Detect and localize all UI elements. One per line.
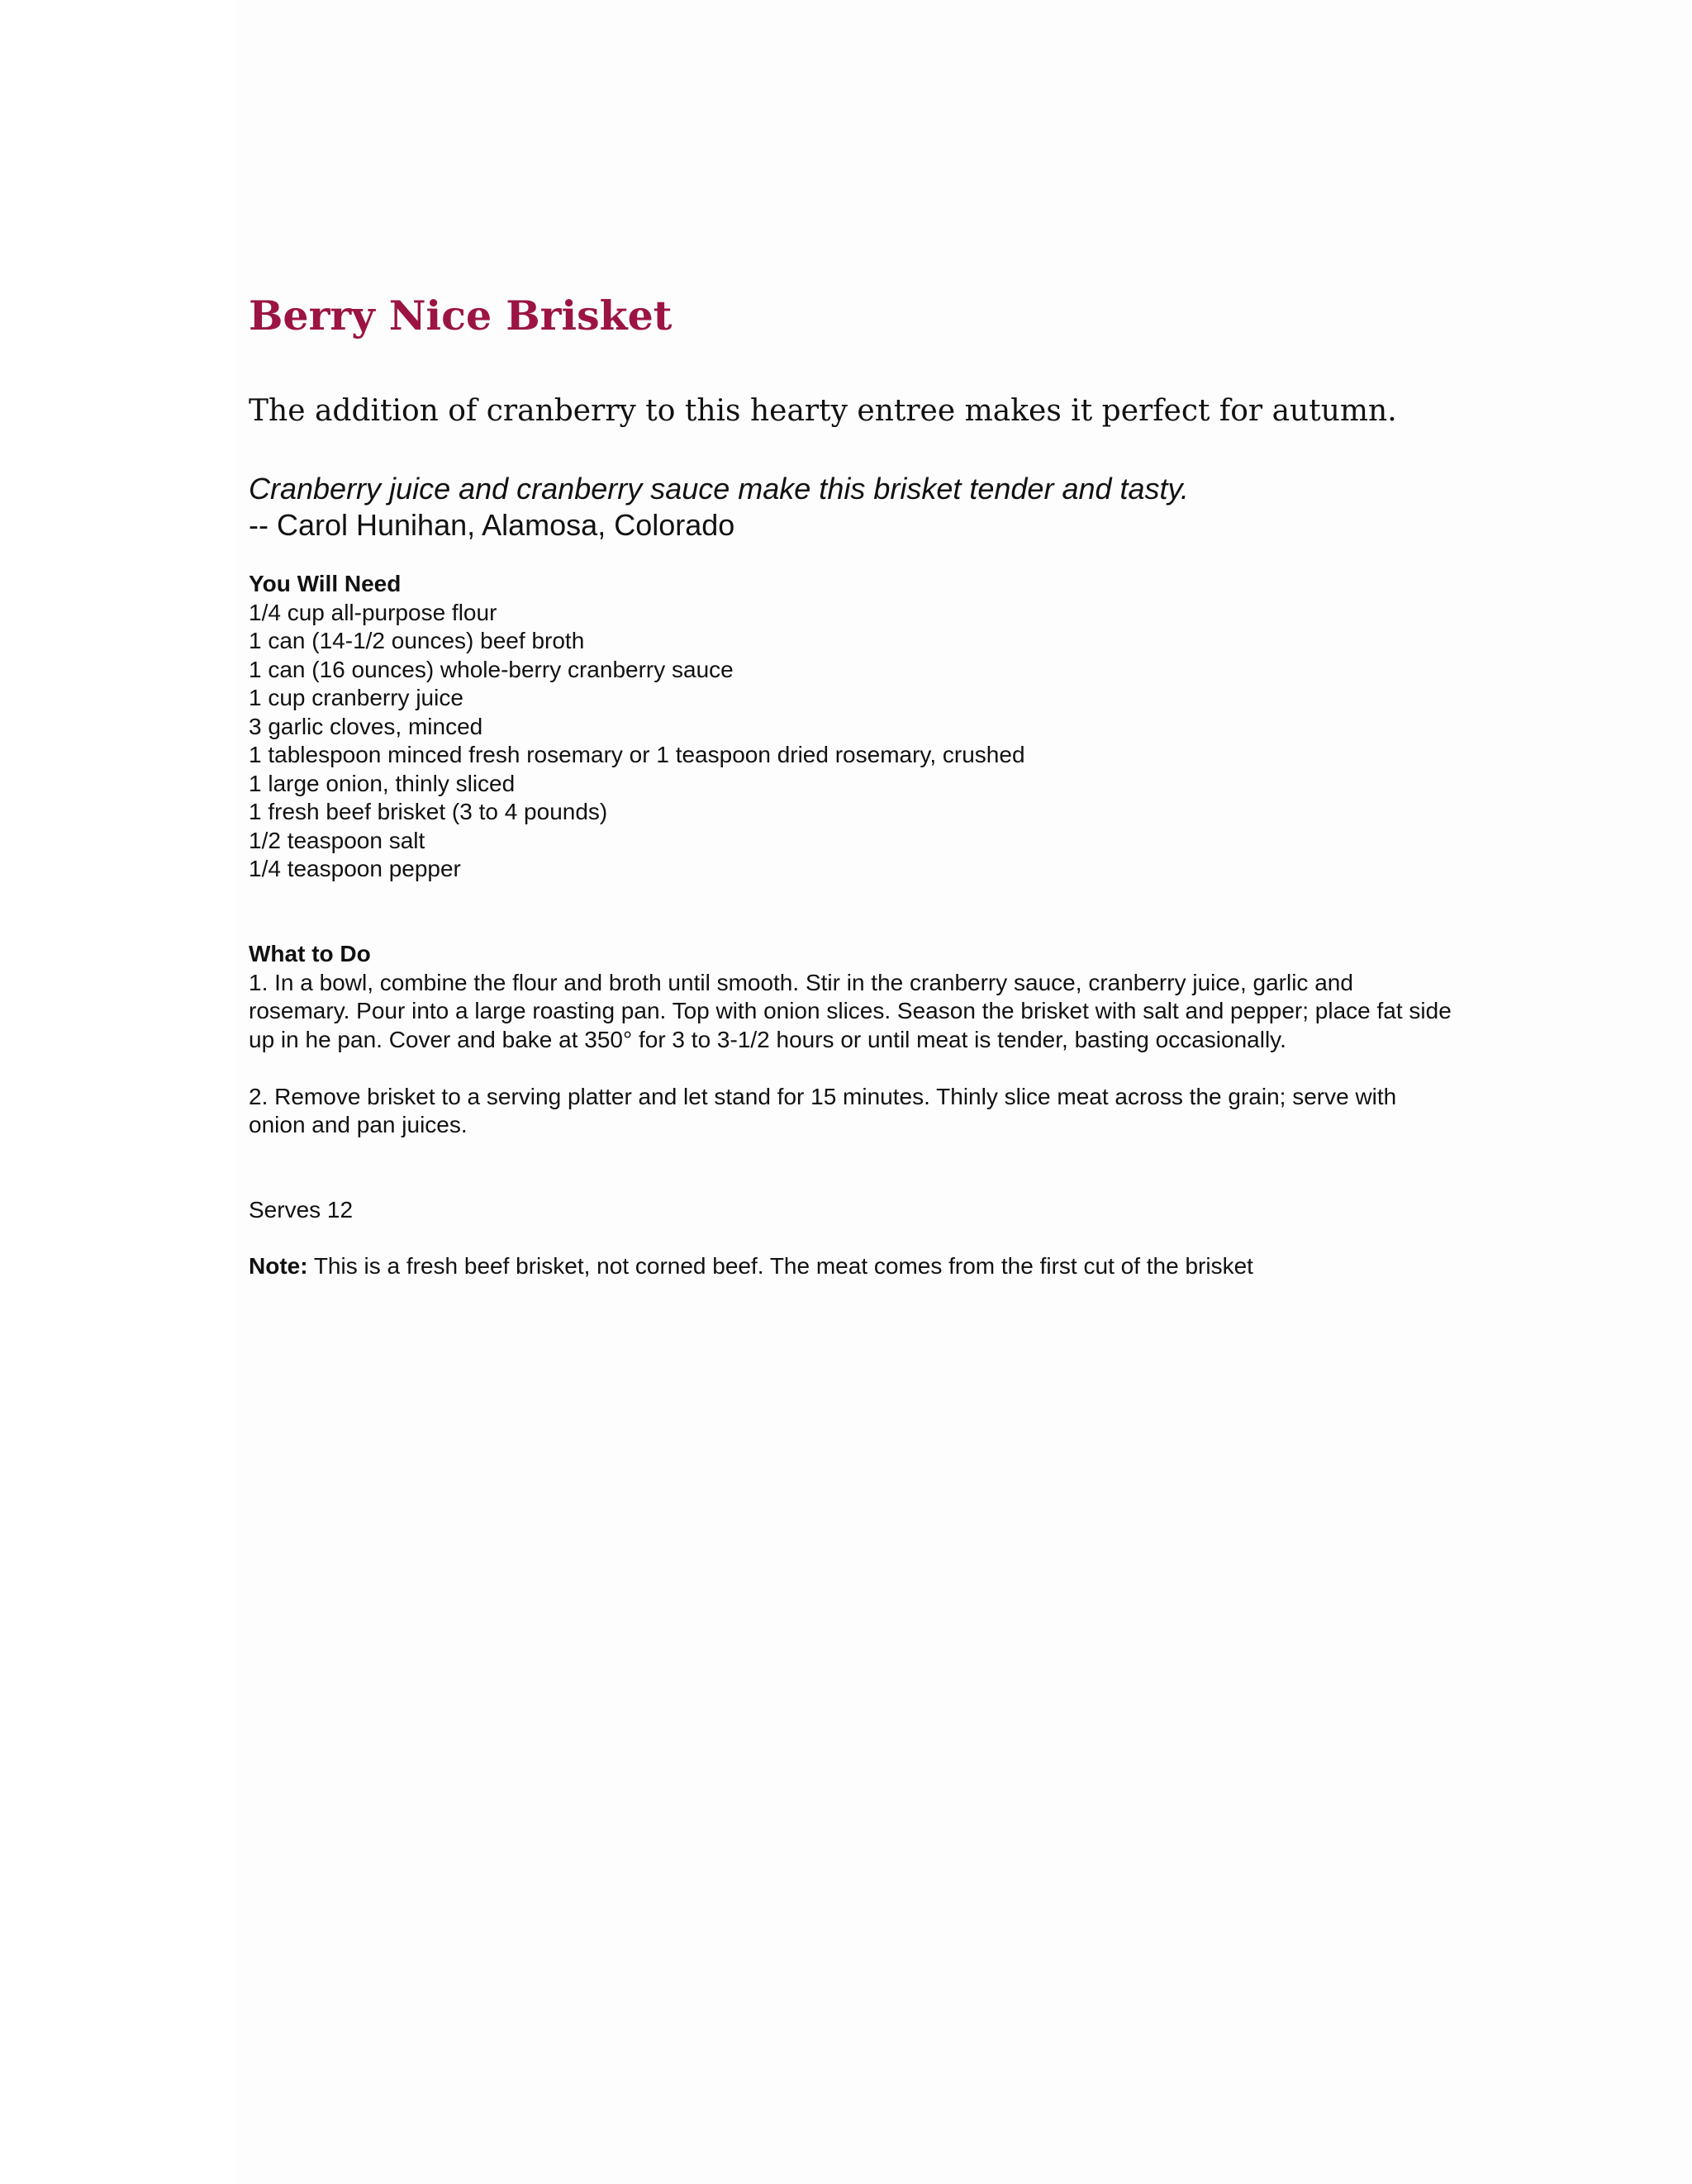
ingredient-item: 1/4 cup all-purpose flour <box>249 599 497 625</box>
note-text: This is a fresh beef brisket, not corned beef. The meat comes from the first cut of the brisket <box>307 1253 1253 1279</box>
servings: Serves 12 <box>249 1197 354 1223</box>
ingredients-heading: You Will Need <box>249 571 402 596</box>
directions-section <box>249 940 1455 1140</box>
ingredient-item: 3 garlic cloves, minced <box>249 713 483 739</box>
recipe-content <box>249 291 1455 1279</box>
directions-heading: What to Do <box>249 941 371 966</box>
note-label: Note: <box>249 1253 308 1279</box>
ingredient-item: 1 fresh beef brisket (3 to 4 pounds) <box>249 799 608 824</box>
recipe-title: Berry Nice Brisket <box>249 292 673 339</box>
ingredient-item: 1 can (16 ounces) whole-berry cranberry sauce <box>249 656 734 682</box>
direction-step: 2. Remove brisket to a serving platter and let stand for 15 minutes. Thinly slice meat across the grain; serve with onion and pan juices. <box>249 1083 1397 1137</box>
ingredient-item: 1/2 teaspoon salt <box>249 827 425 853</box>
quote-text: Cranberry juice and cranberry sauce make this brisket tender and tasty. <box>249 472 1189 506</box>
ingredient-item: 1 cup cranberry juice <box>249 685 463 710</box>
ingredient-item: 1 large onion, thinly sliced <box>249 770 516 796</box>
quote-attribution: -- Carol Hunihan, Alamosa, Colorado <box>249 508 735 542</box>
ingredient-item: 1 can (14-1/2 ounces) beef broth <box>249 628 585 653</box>
direction-step: 1. In a bowl, combine the flour and broth until smooth. Stir in the cranberry sauce, cranberry juice, garlic and rosemary. Pour into a large roasting pan. Top with onion slices. Season the brisket with salt and pepper; place fat side up in he pan. Cover and bake at 350° for 3 to 3-1/2 hours or until meat is tender, basting occasionally. <box>249 969 1452 1052</box>
ingredient-item: 1/4 teaspoon pepper <box>249 856 461 881</box>
recipe-note <box>249 1252 1253 1281</box>
ingredient-item: 1 tablespoon minced fresh rosemary or 1 teaspoon dried rosemary, crushed <box>249 742 1025 767</box>
recipe-intro: The addition of cranberry to this hearty entree makes it perfect for autumn. <box>249 394 1397 428</box>
recipe-quote <box>249 471 1189 544</box>
ingredients-list <box>249 599 1455 884</box>
ingredients-section <box>249 570 1455 884</box>
